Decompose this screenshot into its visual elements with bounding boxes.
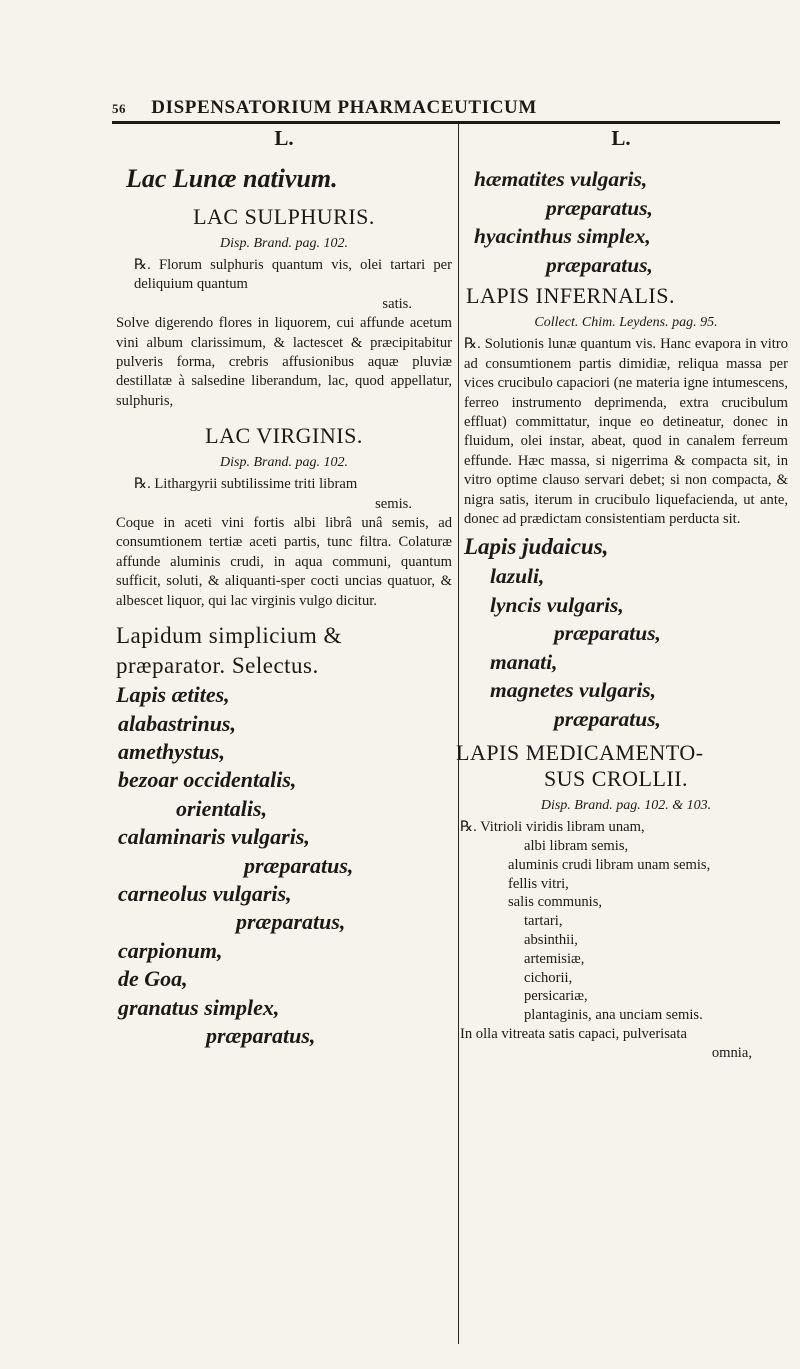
section-letter: L. xyxy=(611,126,631,150)
stone-list-mid xyxy=(464,533,788,733)
ingredient: fellis vitri, xyxy=(508,875,569,892)
list-item: calaminaris vulgaris, xyxy=(118,824,310,850)
stone-list xyxy=(116,681,452,1050)
recipe-line: ℞. Lithargyrii subtilissime triti libram xyxy=(134,476,358,493)
recipe-line: ℞. Vitrioli viridis libram unam, xyxy=(460,818,645,835)
running-title: DISPENSATORIUM PHARMACEUTICUM xyxy=(151,97,537,118)
entry-lac-lunae: Lac Lunæ nativum. xyxy=(126,164,338,193)
heading-lapidum xyxy=(116,621,452,681)
ingredient: artemisiæ, xyxy=(524,950,585,967)
ingredient: aluminis crudi libram unam semis, xyxy=(508,856,711,873)
column-divider xyxy=(458,124,459,1344)
paragraph: ℞. Solutionis lunæ quantum vis. Hanc evapora in vitro ad consumtionem partis dimidiæ, reliqua massa per vices crucibulo capaciori (ne materia igne intumescens, ferreo instrumento deprimenda, extra crucibulum effluat) committatur, inque eo detineatur, donec in fluidum, olei instar, abeat, quod in canalem ferreum effunde. Hæc massa, si nigerrima & compacta sit, in vitro optime clauso servari debet; si non compacta, & nigra satis, iterum in crucibulo liquefacienda, ut ante, donec ad prædictam consistentiam perducta sit. xyxy=(464,336,788,528)
ingredient: absinthii, xyxy=(524,931,578,948)
list-item: carneolus vulgaris, xyxy=(118,880,292,906)
list-item: de Goa, xyxy=(118,966,188,992)
paragraph: Coque in aceti vini fortis albi librâ unâ semis, ad consumtionem tertiæ aceti partis, tunc filtra. Colaturæ affunde aluminis crudi, in aqua communi, quantum sufficit, soluti, & aliquanti-sper cocti uncias quatuor, & albescet liquor, qui lac virginis vulgo dicitur. xyxy=(116,515,452,609)
list-item: præparatus, xyxy=(554,621,661,646)
list-item: præparatus, xyxy=(546,252,653,277)
reference: Collect. Chim. Leydens. pag. 95. xyxy=(534,315,718,331)
heading-lapis-medicamentosus-cont: SUS CROLLII. xyxy=(543,765,689,791)
heading-lac-sulphuris: LAC SULPHURIS. xyxy=(193,204,375,229)
heading-lac-virginis: LAC VIRGINIS. xyxy=(205,423,363,449)
list-item: lyncis vulgaris, xyxy=(490,592,624,617)
list-item: alabastrinus, xyxy=(118,710,236,736)
ingredient: plantaginis, ana unciam semis. xyxy=(524,1007,703,1024)
list-item: amethystus, xyxy=(118,738,225,764)
ingredient-list xyxy=(508,837,788,1025)
section-letter: L. xyxy=(274,126,294,150)
list-item: præparatus, xyxy=(236,909,346,935)
recipe-line-end: satis. xyxy=(382,295,412,312)
list-item: orientalis, xyxy=(176,795,268,821)
list-item: præparatus, xyxy=(206,1022,316,1048)
running-header xyxy=(112,97,792,119)
list-item: magnetes vulgaris, xyxy=(490,678,657,703)
list-item: præparatus, xyxy=(546,195,653,220)
reference: Disp. Brand. pag. 102. xyxy=(220,236,348,251)
list-item: lazuli, xyxy=(490,564,545,589)
stone-list-top xyxy=(464,165,788,279)
ingredient: tartari, xyxy=(524,913,563,930)
recipe-line-end: semis. xyxy=(375,495,412,512)
heading-line: Lapidum simplicium & xyxy=(116,623,342,649)
list-item: præparatus, xyxy=(554,707,661,731)
list-item: Lapis ætites, xyxy=(116,682,230,708)
heading-lapis-infernalis: LAPIS INFERNALIS. xyxy=(466,283,675,309)
list-item: carpionum, xyxy=(118,937,223,963)
paragraph: Solve digerendo flores in liquorem, cui affunde acetum vini album clarissimum, & lactescet & præcipitabitur pulveris forma, crebris affusionibus aquæ pluviæ destillatæ à salsedine liberandum, lac, quod appellatur, sulphuris, xyxy=(116,315,452,409)
paragraph-end: omnia, xyxy=(711,1045,752,1062)
ingredient: persicariæ, xyxy=(524,988,588,1005)
left-column xyxy=(116,126,452,1050)
heading-line: præparator. Selectus. xyxy=(116,653,319,679)
right-column xyxy=(456,126,788,1064)
list-item: hyacinthus simplex, xyxy=(474,224,651,249)
reference: Disp. Brand. pag. 102. xyxy=(220,455,348,471)
list-item: Lapis judaicus, xyxy=(464,534,609,560)
list-item: præparatus, xyxy=(244,852,354,878)
heading-lapis-medicamentosus: LAPIS MEDICAMENTO- xyxy=(456,739,704,765)
reference: Disp. Brand. pag. 102. & 103. xyxy=(540,797,712,813)
list-item: granatus simplex, xyxy=(118,994,280,1020)
recipe-line: ℞. Florum sulphuris quantum vis, olei tartari per deliquium quantum xyxy=(134,257,452,293)
ingredient: albi libram semis, xyxy=(524,838,629,854)
list-item: hæmatites vulgaris, xyxy=(474,167,648,191)
ingredient: cichorii, xyxy=(524,969,573,986)
header-rule xyxy=(112,121,780,124)
ingredient: salis communis, xyxy=(508,894,603,911)
list-item: manati, xyxy=(490,649,558,674)
list-item: bezoar occidentalis, xyxy=(118,767,297,793)
paragraph: In olla vitreata satis capaci, pulverisata xyxy=(460,1025,687,1042)
page-number: 56 xyxy=(112,101,126,116)
